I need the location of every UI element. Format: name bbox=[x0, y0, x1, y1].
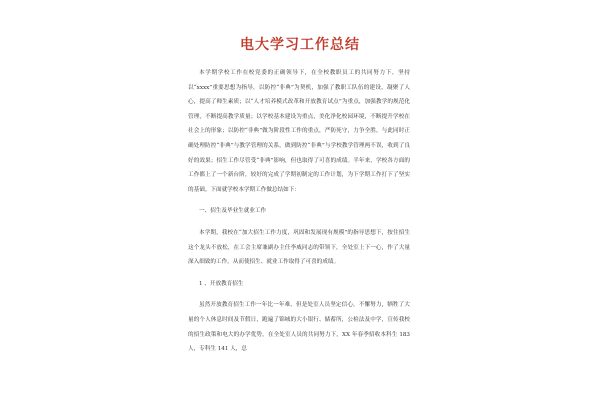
enrollment-paragraph: 本学期，我校在“加大招生工作力度，巩固和发展现有规模”的指导思想下，按住招生这个龙头不放松，在工会主席兼副办主任李威同志的带领下，全处室上下一心，作了大量深入细致的工作，从而使招生、就业工作取得了可喜的成绩。 bbox=[188, 229, 410, 266]
document-body bbox=[188, 66, 410, 357]
paragraph-gap bbox=[188, 219, 410, 226]
paragraph-gap bbox=[188, 291, 410, 298]
subsection-heading-open-education: 1 、开放教育招生 bbox=[199, 280, 244, 287]
intro-paragraph: 本学期学校工作在校党委的正确领导下，在全校教职员工的共同努力下，坚持以“xxxx”重要思想为指导，以防控“非典”为契机，加强了教职工队伍的建设，凝聚了人心，提高了师生素质；以“人才培养模式改革和开放教育试点”为重点，加强教学的规范化管理，不断提高教学质量；以学校基本建设为重点，美化净化校园环境，不断提升学校在社会上的形象；以防控“非典”做为阶段性工作的重点，严防死守，力争全胜，与此同时正确处理防控“非典”与教学管理的关系，做到防控“非典”与学校教学管理两不误，收到了良好的效果；招生工作尽管受“非典”影响，但也取得了可喜的成绩。半年来，学校各方面的工作都上了一个新台阶，较好的完成了学期初制定的工作计划，为下学期工作打下了坚实的基础。下面就学校本学期工作做总结如下： bbox=[188, 70, 410, 193]
paragraph-gap bbox=[188, 270, 410, 277]
document-title: 电大学习工作总结 bbox=[240, 37, 360, 53]
paragraph-gap bbox=[188, 197, 410, 204]
section-heading-enrollment: 一、招生及毕业生就业工作 bbox=[199, 208, 267, 215]
open-education-paragraph: 虽然开放教育招生工作一年比一年难，但是处室人员坚定信心，不懈努力，牺牲了大量的个人休息时间及节假日，跑遍了锦城的大小银行、储蓄所，公检法及中学，宣传我校的招生政策和电大的办学优势，在全处室人员的共同努力下，XX 年春季招收本科生 183 人，专科生 141 人，总 bbox=[188, 302, 410, 353]
